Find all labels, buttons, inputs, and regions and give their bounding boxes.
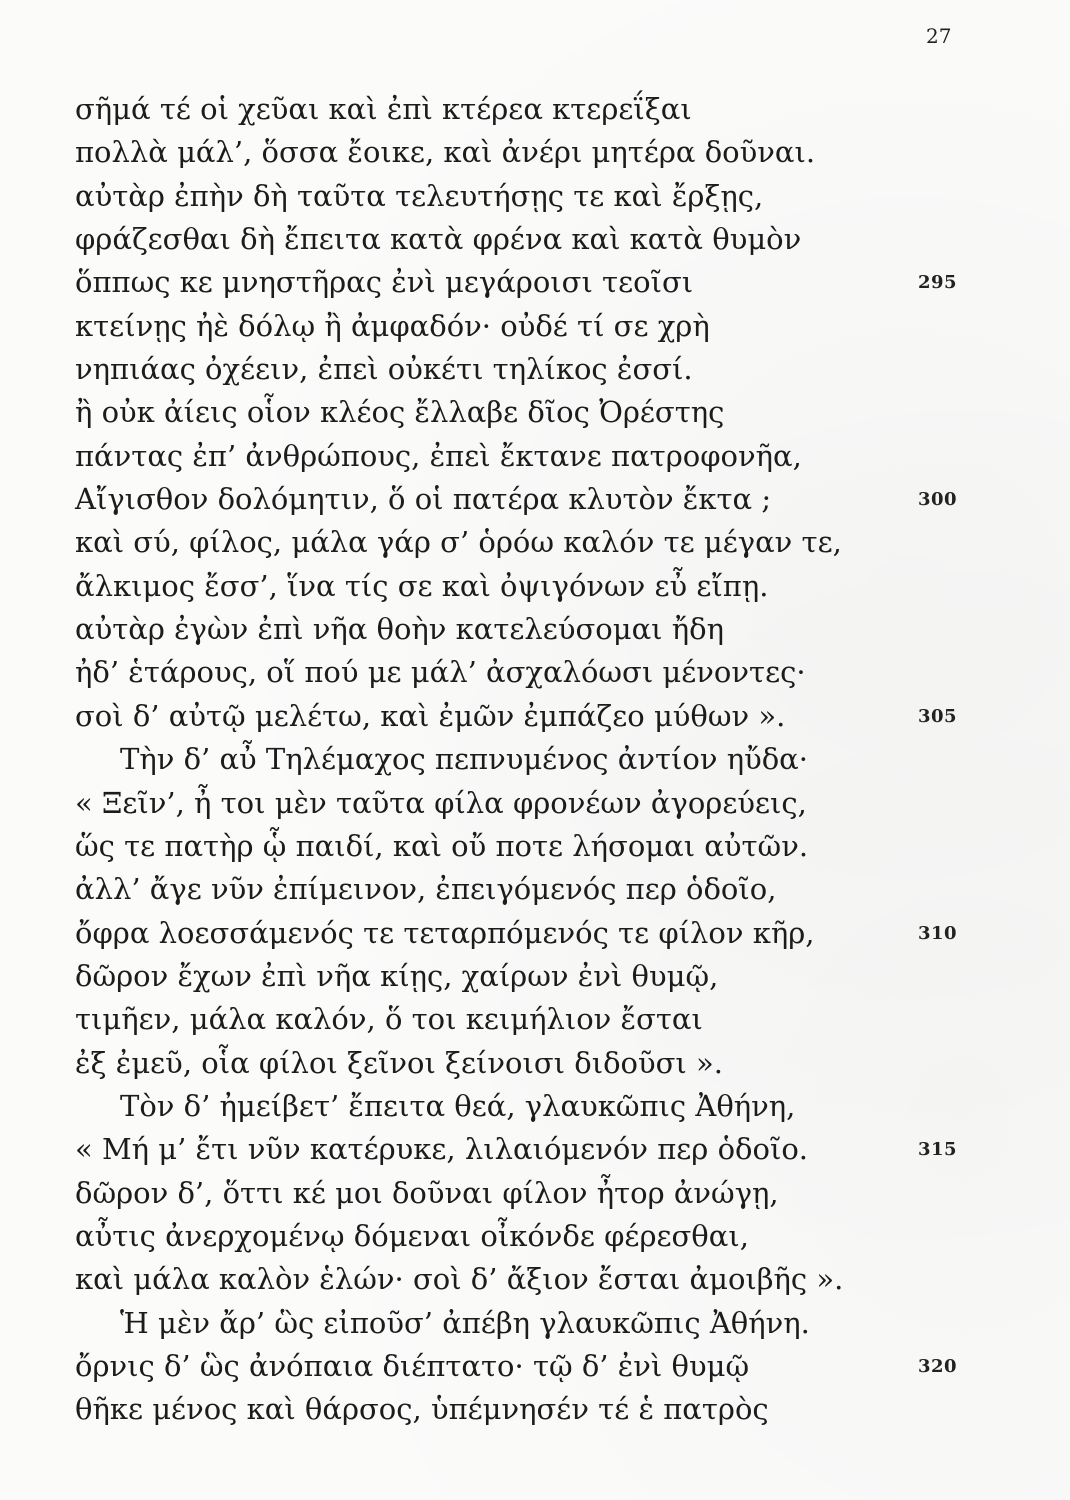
verse-text: Τὸν δ’ ἠμείβετ’ ἔπειτα θεά, γλαυκῶπις Ἀθήνη, [120, 1088, 796, 1123]
verse-text: Τὴν δ’ αὖ Τηλέμαχος πεπνυμένος ἀντίον ηὔδα· [120, 742, 808, 777]
verse-line [75, 738, 1035, 781]
verse-line [75, 825, 1035, 868]
verse-block [75, 88, 1035, 1432]
verse-text: καὶ μάλα καλὸν ἑλών· σοὶ δ’ ἄξιον ἔσται ἀμοιβῆς ». [75, 1262, 844, 1297]
verse-text: Ἡ μὲν ἄρ’ ὣς εἰποῦσ’ ἀπέβη γλαυκῶπις Ἀθήνη. [120, 1305, 810, 1340]
verse-text: σῆμά τέ οἱ χεῦαι καὶ ἐπὶ κτέρεα κτερεΐξαι [75, 92, 692, 126]
verse-line [75, 1345, 1035, 1388]
verse-line [75, 305, 1035, 348]
verse-line [75, 261, 1035, 304]
verse-line [75, 175, 1035, 218]
verse-text: αὐτὰρ ἐγὼν ἐπὶ νῆα θοὴν κατελεύσομαι ἤδη [75, 612, 724, 647]
verse-text: Αἴγισθον δολόμητιν, ὅ οἱ πατέρα κλυτὸν ἔκτα ; [75, 482, 772, 517]
verse-text: δῶρον δ’, ὅττι κέ μοι δοῦναι φίλον ἦτορ ἀνώγῃ, [75, 1175, 779, 1210]
verse-text: « Ξεῖν’, ἦ τοι μὲν ταῦτα φίλα φρονέων ἀγορεύεις, [75, 785, 807, 820]
verse-text: θῆκε μένος καὶ θάρσος, ὑπέμνησέν τέ ἑ πατρὸς [75, 1392, 769, 1427]
verse-text: « Μή μ’ ἔτι νῦν κατέρυκε, λιλαιόμενόν περ ὁδοῖο. [75, 1132, 809, 1167]
verse-text: ὥς τε πατὴρ ᾧ παιδί, καὶ οὔ ποτε λήσομαι αὐτῶν. [75, 828, 809, 863]
line-number: 305 [918, 705, 958, 727]
verse-text: ὅππως κε μνηστῆρας ἐνὶ μεγάροισι τεοῖσι [75, 265, 694, 300]
verse-line [75, 782, 1035, 825]
verse-line [75, 435, 1035, 478]
verse-text: νηπιάας ὀχέειν, ἐπεὶ οὐκέτι τηλίκος ἐσσί. [75, 352, 693, 387]
verse-text: ἢ οὐκ ἀίεις οἷον κλέος ἔλλαβε δῖος Ὀρέστης [75, 395, 725, 430]
verse-line [75, 1085, 1035, 1128]
verse-line [75, 1388, 1035, 1431]
verse-line [75, 998, 1035, 1041]
verse-line [75, 565, 1035, 608]
verse-line [75, 1215, 1035, 1258]
line-number: 300 [918, 489, 958, 511]
verse-text: ἄλκιμος ἔσσ’, ἵνα τίς σε καὶ ὀψιγόνων εὖ εἴπῃ. [75, 568, 769, 603]
verse-text: πολλὰ μάλ’, ὅσσα ἔοικε, καὶ ἀνέρι μητέρα δοῦναι. [75, 135, 816, 170]
verse-line [75, 218, 1035, 261]
verse-line [75, 348, 1035, 391]
verse-line [75, 868, 1035, 911]
verse-line [75, 1172, 1035, 1215]
verse-text: τιμῆεν, μάλα καλόν, ὅ τοι κειμήλιον ἔσται [75, 1002, 703, 1037]
verse-line [75, 391, 1035, 434]
verse-text: κτείνῃς ἠὲ δόλῳ ἢ ἀμφαδόν· οὐδέ τί σε χρὴ [75, 308, 710, 343]
verse-text: σοὶ δ’ αὐτῷ μελέτω, καὶ ἐμῶν ἐμπάζεο μύθων ». [75, 698, 786, 733]
verse-text: αὐτὰρ ἐπὴν δὴ ταῦτα τελευτήσῃς τε καὶ ἔρξῃς, [75, 178, 764, 213]
line-number: 315 [918, 1139, 958, 1161]
verse-line [75, 1128, 1035, 1171]
verse-text: αὖτις ἀνερχομένῳ δόμεναι οἶκόνδε φέρεσθαι, [75, 1218, 749, 1253]
verse-line [75, 651, 1035, 694]
verse-text: καὶ σύ, φίλος, μάλα γάρ σ’ ὁρόω καλόν τε μέγαν τε, [75, 525, 842, 560]
verse-text: ὄφρα λοεσσάμενός τε τεταρπόμενός τε φίλον κῆρ, [75, 915, 815, 950]
verse-line [75, 1042, 1035, 1085]
verse-line [75, 521, 1035, 564]
verse-text: ἠδ’ ἑτάρους, οἵ πού με μάλ’ ἀσχαλόωσι μένοντες· [75, 655, 806, 690]
verse-text: ἐξ ἐμεῦ, οἷα φίλοι ξεῖνοι ξείνοισι διδοῦσι ». [75, 1045, 723, 1080]
verse-line [75, 955, 1035, 998]
page-number: 27 [926, 24, 952, 48]
verse-line [75, 1302, 1035, 1345]
verse-text: ὄρνις δ’ ὣς ἀνόπαια διέπτατο· τῷ δ’ ἐνὶ θυμῷ [75, 1348, 750, 1383]
verse-line [75, 608, 1035, 651]
line-number: 310 [918, 922, 958, 944]
verse-text: ἀλλ’ ἄγε νῦν ἐπίμεινον, ἐπειγόμενός περ ὁδοῖο, [75, 872, 777, 907]
verse-text: πάντας ἐπ’ ἀνθρώπους, ἐπεὶ ἔκτανε πατροφονῆα, [75, 438, 802, 473]
verse-line [75, 695, 1035, 738]
line-number: 295 [918, 272, 958, 294]
verse-line [75, 88, 1035, 131]
verse-text: φράζεσθαι δὴ ἔπειτα κατὰ φρένα καὶ κατὰ θυμὸν [75, 222, 802, 257]
verse-line [75, 478, 1035, 521]
verse-line [75, 912, 1035, 955]
line-number: 320 [918, 1355, 958, 1377]
verse-line [75, 1258, 1035, 1301]
verse-text: δῶρον ἔχων ἐπὶ νῆα κίῃς, χαίρων ἐνὶ θυμῷ, [75, 958, 719, 993]
verse-line [75, 131, 1035, 174]
